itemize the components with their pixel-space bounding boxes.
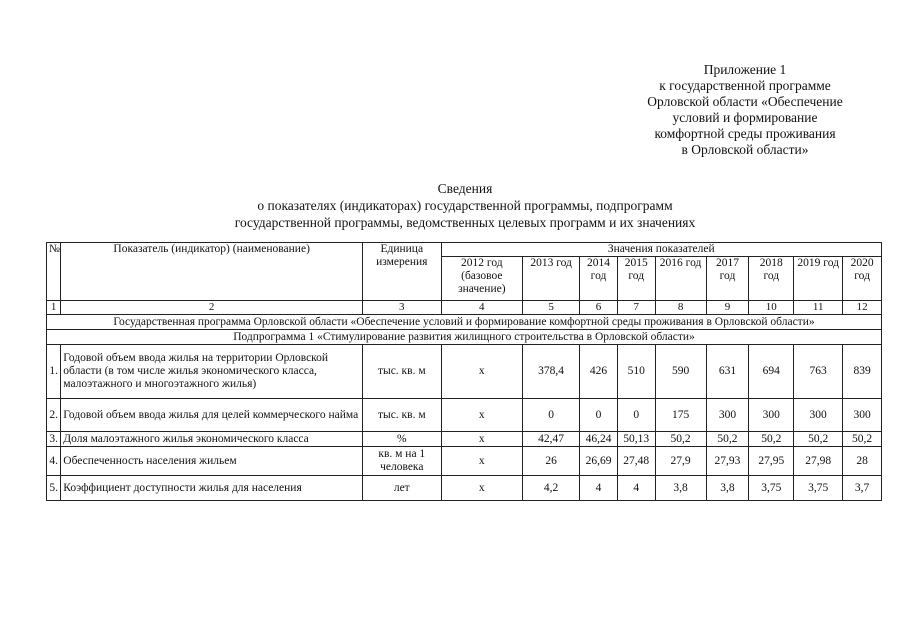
value-cell: 28	[843, 447, 882, 476]
indicator-name: Доля малоэтажного жилья экономического класса	[61, 432, 363, 447]
value-cell: х	[441, 447, 523, 476]
value-cell: х	[441, 345, 523, 399]
indicator-name: Обеспеченность населения жильем	[61, 447, 363, 476]
appendix-line: Орловской области «Обеспечение	[647, 94, 843, 109]
value-cell: 510	[617, 345, 655, 399]
appendix-block	[620, 62, 870, 158]
program-heading: Государственная программа Орловской области «Обеспечение условий и формирование комфортной среды проживания в Орловской области»	[47, 315, 882, 330]
header-year: 2016 год	[655, 257, 706, 301]
unit-cell: %	[363, 432, 442, 447]
subprogram-heading: Подпрограмма 1 «Стимулирование развития жилищного строительства в Орловской области»	[47, 330, 882, 345]
value-cell: 378,4	[523, 345, 580, 399]
value-cell: 50,2	[706, 432, 749, 447]
title-line: о показателях (индикаторах) государственной программы, подпрограмм	[257, 198, 673, 213]
document-title	[40, 180, 890, 231]
value-cell: 26	[523, 447, 580, 476]
header-year: 2019 год	[794, 257, 843, 301]
header-year: 2014 год	[580, 257, 618, 301]
value-cell: 590	[655, 345, 706, 399]
value-cell: 50,2	[843, 432, 882, 447]
row-number: 1.	[47, 345, 61, 399]
value-cell: 0	[580, 399, 618, 432]
column-number: 8	[655, 301, 706, 315]
value-cell: 3,8	[706, 476, 749, 501]
value-cell: 175	[655, 399, 706, 432]
column-number: 1	[47, 301, 61, 315]
value-cell: 27,95	[749, 447, 794, 476]
indicator-name: Коэффициент доступности жилья для населения	[61, 476, 363, 501]
value-cell: 300	[706, 399, 749, 432]
appendix-line: в Орловской области»	[681, 142, 809, 157]
header-year: 2020 год	[843, 257, 882, 301]
indicator-name: Годовой объем ввода жилья на территории Орловской области (в том числе жилья экономического класса, малоэтажного и многоэтажного жилья)	[61, 345, 363, 399]
row-number: 3.	[47, 432, 61, 447]
table-row	[47, 432, 882, 447]
value-cell: 27,48	[617, 447, 655, 476]
table-row	[47, 447, 882, 476]
value-cell: 0	[617, 399, 655, 432]
value-cell: 631	[706, 345, 749, 399]
column-number: 6	[580, 301, 618, 315]
value-cell: 26,69	[580, 447, 618, 476]
unit-cell: тыс. кв. м	[363, 399, 442, 432]
appendix-line: условий и формирование	[672, 110, 818, 125]
value-cell: 3,7	[843, 476, 882, 501]
column-number: 9	[706, 301, 749, 315]
header-no: №	[47, 243, 61, 301]
appendix-line: Приложение 1	[703, 62, 787, 77]
column-number: 10	[749, 301, 794, 315]
header-year: 2018 год	[749, 257, 794, 301]
column-number: 5	[523, 301, 580, 315]
column-number: 4	[441, 301, 523, 315]
column-number: 11	[794, 301, 843, 315]
value-cell: 50,2	[749, 432, 794, 447]
value-cell: 4	[617, 476, 655, 501]
appendix-line: к государственной программе	[659, 78, 831, 93]
indicators-table	[46, 242, 882, 501]
column-number: 2	[61, 301, 363, 315]
value-cell: 4,2	[523, 476, 580, 501]
value-cell: 3,75	[794, 476, 843, 501]
value-cell: х	[441, 399, 523, 432]
table-row	[47, 345, 882, 399]
value-cell: х	[441, 476, 523, 501]
value-cell: 27,9	[655, 447, 706, 476]
indicator-name: Годовой объем ввода жилья для целей коммерческого найма	[61, 399, 363, 432]
value-cell: 0	[523, 399, 580, 432]
column-number: 12	[843, 301, 882, 315]
appendix-line: комфортной среды проживания	[654, 126, 836, 141]
value-cell: х	[441, 432, 523, 447]
header-values: Значения показателей	[441, 243, 881, 257]
row-number: 2.	[47, 399, 61, 432]
value-cell: 50,13	[617, 432, 655, 447]
value-cell: 300	[794, 399, 843, 432]
value-cell: 300	[749, 399, 794, 432]
title-line: Сведения	[437, 181, 493, 196]
value-cell: 694	[749, 345, 794, 399]
value-cell: 839	[843, 345, 882, 399]
value-cell: 50,2	[655, 432, 706, 447]
row-number: 4.	[47, 447, 61, 476]
value-cell: 4	[580, 476, 618, 501]
unit-cell: лет	[363, 476, 442, 501]
header-year: 2017 год	[706, 257, 749, 301]
header-year: 2013 год	[523, 257, 580, 301]
table-row	[47, 476, 882, 501]
header-year: 2012 год (базовое значение)	[441, 257, 523, 301]
value-cell: 3,75	[749, 476, 794, 501]
value-cell: 46,24	[580, 432, 618, 447]
table-row	[47, 399, 882, 432]
header-year: 2015 год	[617, 257, 655, 301]
value-cell: 426	[580, 345, 618, 399]
value-cell: 3,8	[655, 476, 706, 501]
value-cell: 300	[843, 399, 882, 432]
header-indicator: Показатель (индикатор) (наименование)	[61, 243, 363, 301]
row-number: 5.	[47, 476, 61, 501]
unit-cell: кв. м на 1 человека	[363, 447, 442, 476]
title-line: государственной программы, ведомственных целевых программ и их значениях	[234, 215, 696, 230]
value-cell: 763	[794, 345, 843, 399]
header-unit: Единица измерения	[363, 243, 442, 301]
value-cell: 27,98	[794, 447, 843, 476]
value-cell: 27,93	[706, 447, 749, 476]
column-number: 3	[363, 301, 442, 315]
value-cell: 42,47	[523, 432, 580, 447]
column-number: 7	[617, 301, 655, 315]
value-cell: 50,2	[794, 432, 843, 447]
unit-cell: тыс. кв. м	[363, 345, 442, 399]
